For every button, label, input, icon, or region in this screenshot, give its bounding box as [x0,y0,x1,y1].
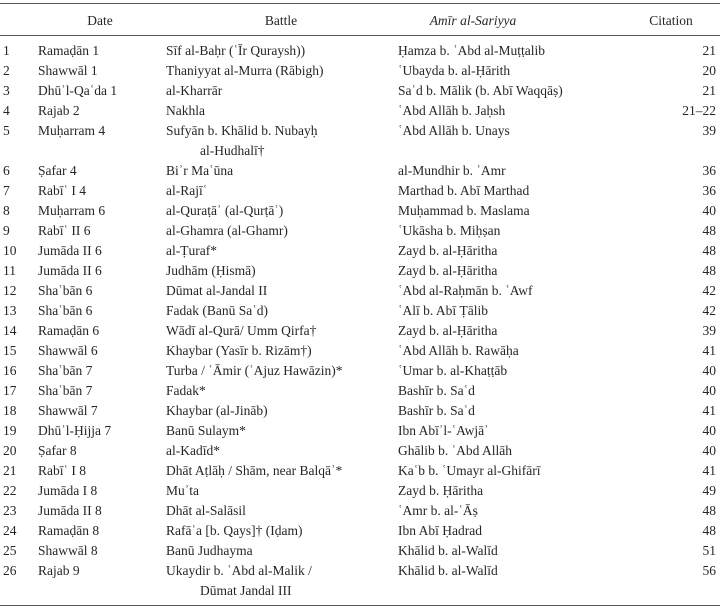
amir-cell: ʿAmr b. al-ʿĀṣ [398,503,478,518]
citation-cell: 48 [702,523,716,538]
date-cell: Rabīʿ I 8 [38,463,86,478]
table-row [0,301,720,321]
amir-cell: Ibn Abīʾl-ʿAwjāʾ [398,423,489,438]
table-row [0,61,720,81]
battle-line: Dhāt Aṭlāḥ / Shām, near Balqāʾ* [166,463,343,478]
row-number: 11 [3,263,16,278]
table-row [0,181,720,201]
citation-cell: 40 [702,383,716,398]
table-row [0,541,720,561]
date-cell: Rajab 2 [38,103,80,118]
date-cell: Shaʿbān 7 [38,363,93,378]
date-cell: Dhūʾl-Ḥijja 7 [38,423,112,438]
row-number: 17 [3,383,17,398]
battle-cell [164,261,398,281]
table-row [0,261,720,281]
amir-cell: ʿAlī b. Abī Ṭālib [398,303,488,318]
table-body [0,36,720,606]
battle-line: al-Quraṭāʾ (al-Qurṭāʾ) [166,203,284,218]
row-number: 19 [3,423,17,438]
citation-cell: 40 [702,443,716,458]
battles-table [0,3,720,606]
table-row [0,201,720,221]
row-number: 14 [3,323,17,338]
date-cell: Shawwāl 8 [38,543,98,558]
citation-cell: 40 [702,363,716,378]
battle-line: Fadak (Banū Saʿd) [166,303,268,318]
battle-cell [164,201,398,221]
amir-cell: ʿAbd Allāh b. Rawāḥa [398,343,519,358]
table-row [0,501,720,521]
table-row [0,381,720,401]
citation-cell: 21 [702,83,716,98]
table-row [0,481,720,501]
row-number: 4 [3,103,10,118]
amir-cell: al-Mundhir b. ʿAmr [398,163,506,178]
battle-line: al-Kadīd* [166,443,220,458]
battle-cell [164,161,398,181]
amir-cell: ʿUbayda b. al-Ḥārith [398,63,511,78]
battle-cell [164,561,398,606]
battle-line: al-Kharrār [166,83,223,98]
citation-cell: 21 [702,43,716,58]
row-number: 1 [3,43,10,58]
date-cell: Rabīʿ II 6 [38,223,91,238]
battle-cell [164,521,398,541]
battle-cell [164,501,398,521]
row-number: 2 [3,63,10,78]
table-row [0,241,720,261]
table-row [0,561,720,606]
table-row [0,401,720,421]
table-row [0,36,720,62]
citation-cell: 41 [702,403,716,418]
header-date: Date [36,4,164,36]
battle-cell [164,441,398,461]
date-cell: Muḥarram 4 [38,123,106,138]
battle-line: Dūmat Jandal III [200,583,292,598]
row-number: 26 [3,563,17,578]
amir-cell: ʿAbd al-Raḥmān b. ʿAwf [398,283,533,298]
amir-cell: Zayd b. al-Ḥāritha [398,243,498,258]
table-row [0,281,720,301]
battle-line: Thaniyyat al-Murra (Rābigh) [166,63,324,78]
battle-cell [164,81,398,101]
citation-cell: 41 [702,343,716,358]
battle-cell [164,481,398,501]
amir-cell: Khālid b. al-Walīd [398,563,498,578]
citation-cell: 36 [702,183,716,198]
header-battle: Battle [164,4,398,36]
table-row [0,461,720,481]
battle-line: Rafāʿa [b. Qays]† (Iḍam) [166,523,303,538]
citation-cell: 42 [702,303,716,318]
header-num [0,4,36,36]
battle-cell [164,101,398,121]
table-row [0,341,720,361]
citation-cell: 48 [702,263,716,278]
row-number: 20 [3,443,17,458]
table-row [0,441,720,461]
date-cell: Jumāda II 6 [38,263,102,278]
amir-cell: Marthad b. Abī Marthad [398,183,530,198]
citation-cell: 39 [702,123,716,138]
battle-cell [164,361,398,381]
date-cell: Jumāda II 8 [38,503,102,518]
date-cell: Shawwāl 1 [38,63,98,78]
date-cell: Ṣafar 4 [38,163,77,178]
date-cell: Shawwāl 7 [38,403,98,418]
amir-cell: Saʿd b. Mālik (b. Abī Waqqāṣ) [398,83,563,98]
amir-cell: ʿUkāsha b. Miḥṣan [398,223,501,238]
date-cell: Rabīʿ I 4 [38,183,86,198]
date-cell: Shawwāl 6 [38,343,98,358]
amir-cell: Ḥamza b. ʿAbd al-Muṭṭalib [398,43,545,58]
row-number: 18 [3,403,17,418]
row-number: 7 [3,183,10,198]
battle-cell [164,421,398,441]
table-row [0,361,720,381]
table-header [0,4,720,36]
date-cell: Shaʿbān 7 [38,383,93,398]
amir-cell: Ibn Abī Ḥadrad [398,523,482,538]
row-number: 8 [3,203,10,218]
battle-line: Judhām (Ḥismā) [166,263,256,278]
table-row [0,81,720,101]
battle-cell [164,281,398,301]
amir-cell: Bashīr b. Saʿd [398,403,475,418]
citation-cell: 21–22 [682,103,716,118]
amir-cell: Ghālib b. ʿAbd Allāh [398,443,512,458]
battle-line: al-Rajīʿ [166,183,208,198]
battle-cell [164,61,398,81]
amir-cell: Muḥammad b. Maslama [398,203,530,218]
battle-line: Wādī al-Qurā/ Umm Qirfa† [166,323,317,338]
amir-cell: Zayd b. al-Ḥāritha [398,263,498,278]
date-cell: Jumāda II 6 [38,243,102,258]
date-cell: Rajab 9 [38,563,80,578]
citation-cell: 40 [702,423,716,438]
battle-line: Nakhla [166,103,205,118]
header-citation: Citation [608,4,720,36]
amir-cell: ʿAbd Allāh b. Unays [398,123,510,138]
battle-line: al-Ghamra (al-Ghamr) [166,223,288,238]
battle-line: Muʾta [166,483,199,498]
battle-cell [164,401,398,421]
citation-cell: 36 [702,163,716,178]
row-number: 9 [3,223,10,238]
amir-cell: Khālid b. al-Walīd [398,543,498,558]
date-cell: Muḥarram 6 [38,203,106,218]
table-row [0,121,720,161]
row-number: 24 [3,523,17,538]
table-row [0,521,720,541]
battle-cell [164,241,398,261]
citation-cell: 39 [702,323,716,338]
citation-cell: 48 [702,223,716,238]
battle-line: Fadak* [166,383,206,398]
citation-cell: 51 [702,543,716,558]
battle-line: Biʾr Maʿūna [166,163,234,178]
battle-line: Khaybar (al-Jināb) [166,403,268,418]
date-cell: Shaʿbān 6 [38,303,93,318]
date-cell: Ramaḍān 1 [38,43,100,58]
citation-cell: 48 [702,503,716,518]
amir-cell: Bashīr b. Saʿd [398,383,475,398]
amir-cell: Kaʿb b. ʿUmayr al-Ghifārī [398,463,541,478]
battle-cell [164,341,398,361]
battle-cell [164,121,398,161]
row-number: 16 [3,363,17,378]
citation-cell: 48 [702,243,716,258]
header-row [0,4,720,36]
date-cell: Ramaḍān 8 [38,523,100,538]
table-row [0,421,720,441]
row-number: 22 [3,483,17,498]
row-number: 21 [3,463,17,478]
amir-cell: ʿUmar b. al-Khaṭṭāb [398,363,508,378]
table-row [0,101,720,121]
date-cell: Dhūʾl-Qaʿda 1 [38,83,118,98]
table-row [0,221,720,241]
citation-cell: 49 [702,483,716,498]
citation-cell: 41 [702,463,716,478]
row-number: 25 [3,543,17,558]
row-number: 12 [3,283,17,298]
citation-cell: 20 [702,63,716,78]
battle-cell [164,221,398,241]
row-number: 23 [3,503,17,518]
battle-line: Ukaydir b. ʿAbd al-Malik / [166,563,312,578]
battle-line: Dhāt al-Salāsil [166,503,246,518]
battle-cell [164,541,398,561]
citation-cell: 56 [702,563,716,578]
row-number: 3 [3,83,10,98]
date-cell: Ṣafar 8 [38,443,77,458]
battle-cell [164,321,398,341]
date-cell: Shaʿbān 6 [38,283,93,298]
row-number: 6 [3,163,10,178]
battle-cell [164,36,398,62]
citation-cell: 42 [702,283,716,298]
battle-line: Banū Sulaym* [166,423,246,438]
table-row [0,321,720,341]
row-number: 15 [3,343,17,358]
header-amir: Amīr al-Sariyya [398,4,608,36]
amir-cell: ʿAbd Allāh b. Jaḥsh [398,103,506,118]
row-number: 10 [3,243,17,258]
amir-cell: Zayd b. Ḥāritha [398,483,484,498]
battle-cell [164,461,398,481]
table-row [0,161,720,181]
battle-line: Sufyān b. Khālid b. Nubayḥ [166,123,318,138]
battle-cell [164,381,398,401]
row-number: 5 [3,123,10,138]
citation-cell: 40 [702,203,716,218]
battle-cell [164,301,398,321]
battle-line: al-Hudhalī† [200,143,265,158]
row-number: 13 [3,303,17,318]
amir-cell: Zayd b. al-Ḥāritha [398,323,498,338]
battle-line: Dūmat al-Jandal II [166,283,268,298]
date-cell: Jumāda I 8 [38,483,98,498]
battle-cell [164,181,398,201]
battle-line: al-Ṭuraf* [166,243,217,258]
battle-line: Turba / ʿĀmir (ʿAjuz Hawāzin)* [166,363,343,378]
battle-line: Khaybar (Yasīr b. Rizām†) [166,343,312,358]
battle-line: Banū Judhayma [166,543,253,558]
battle-line: Sīf al-Baḥr (ʿĪr Quraysh)) [166,43,306,58]
date-cell: Ramaḍān 6 [38,323,100,338]
